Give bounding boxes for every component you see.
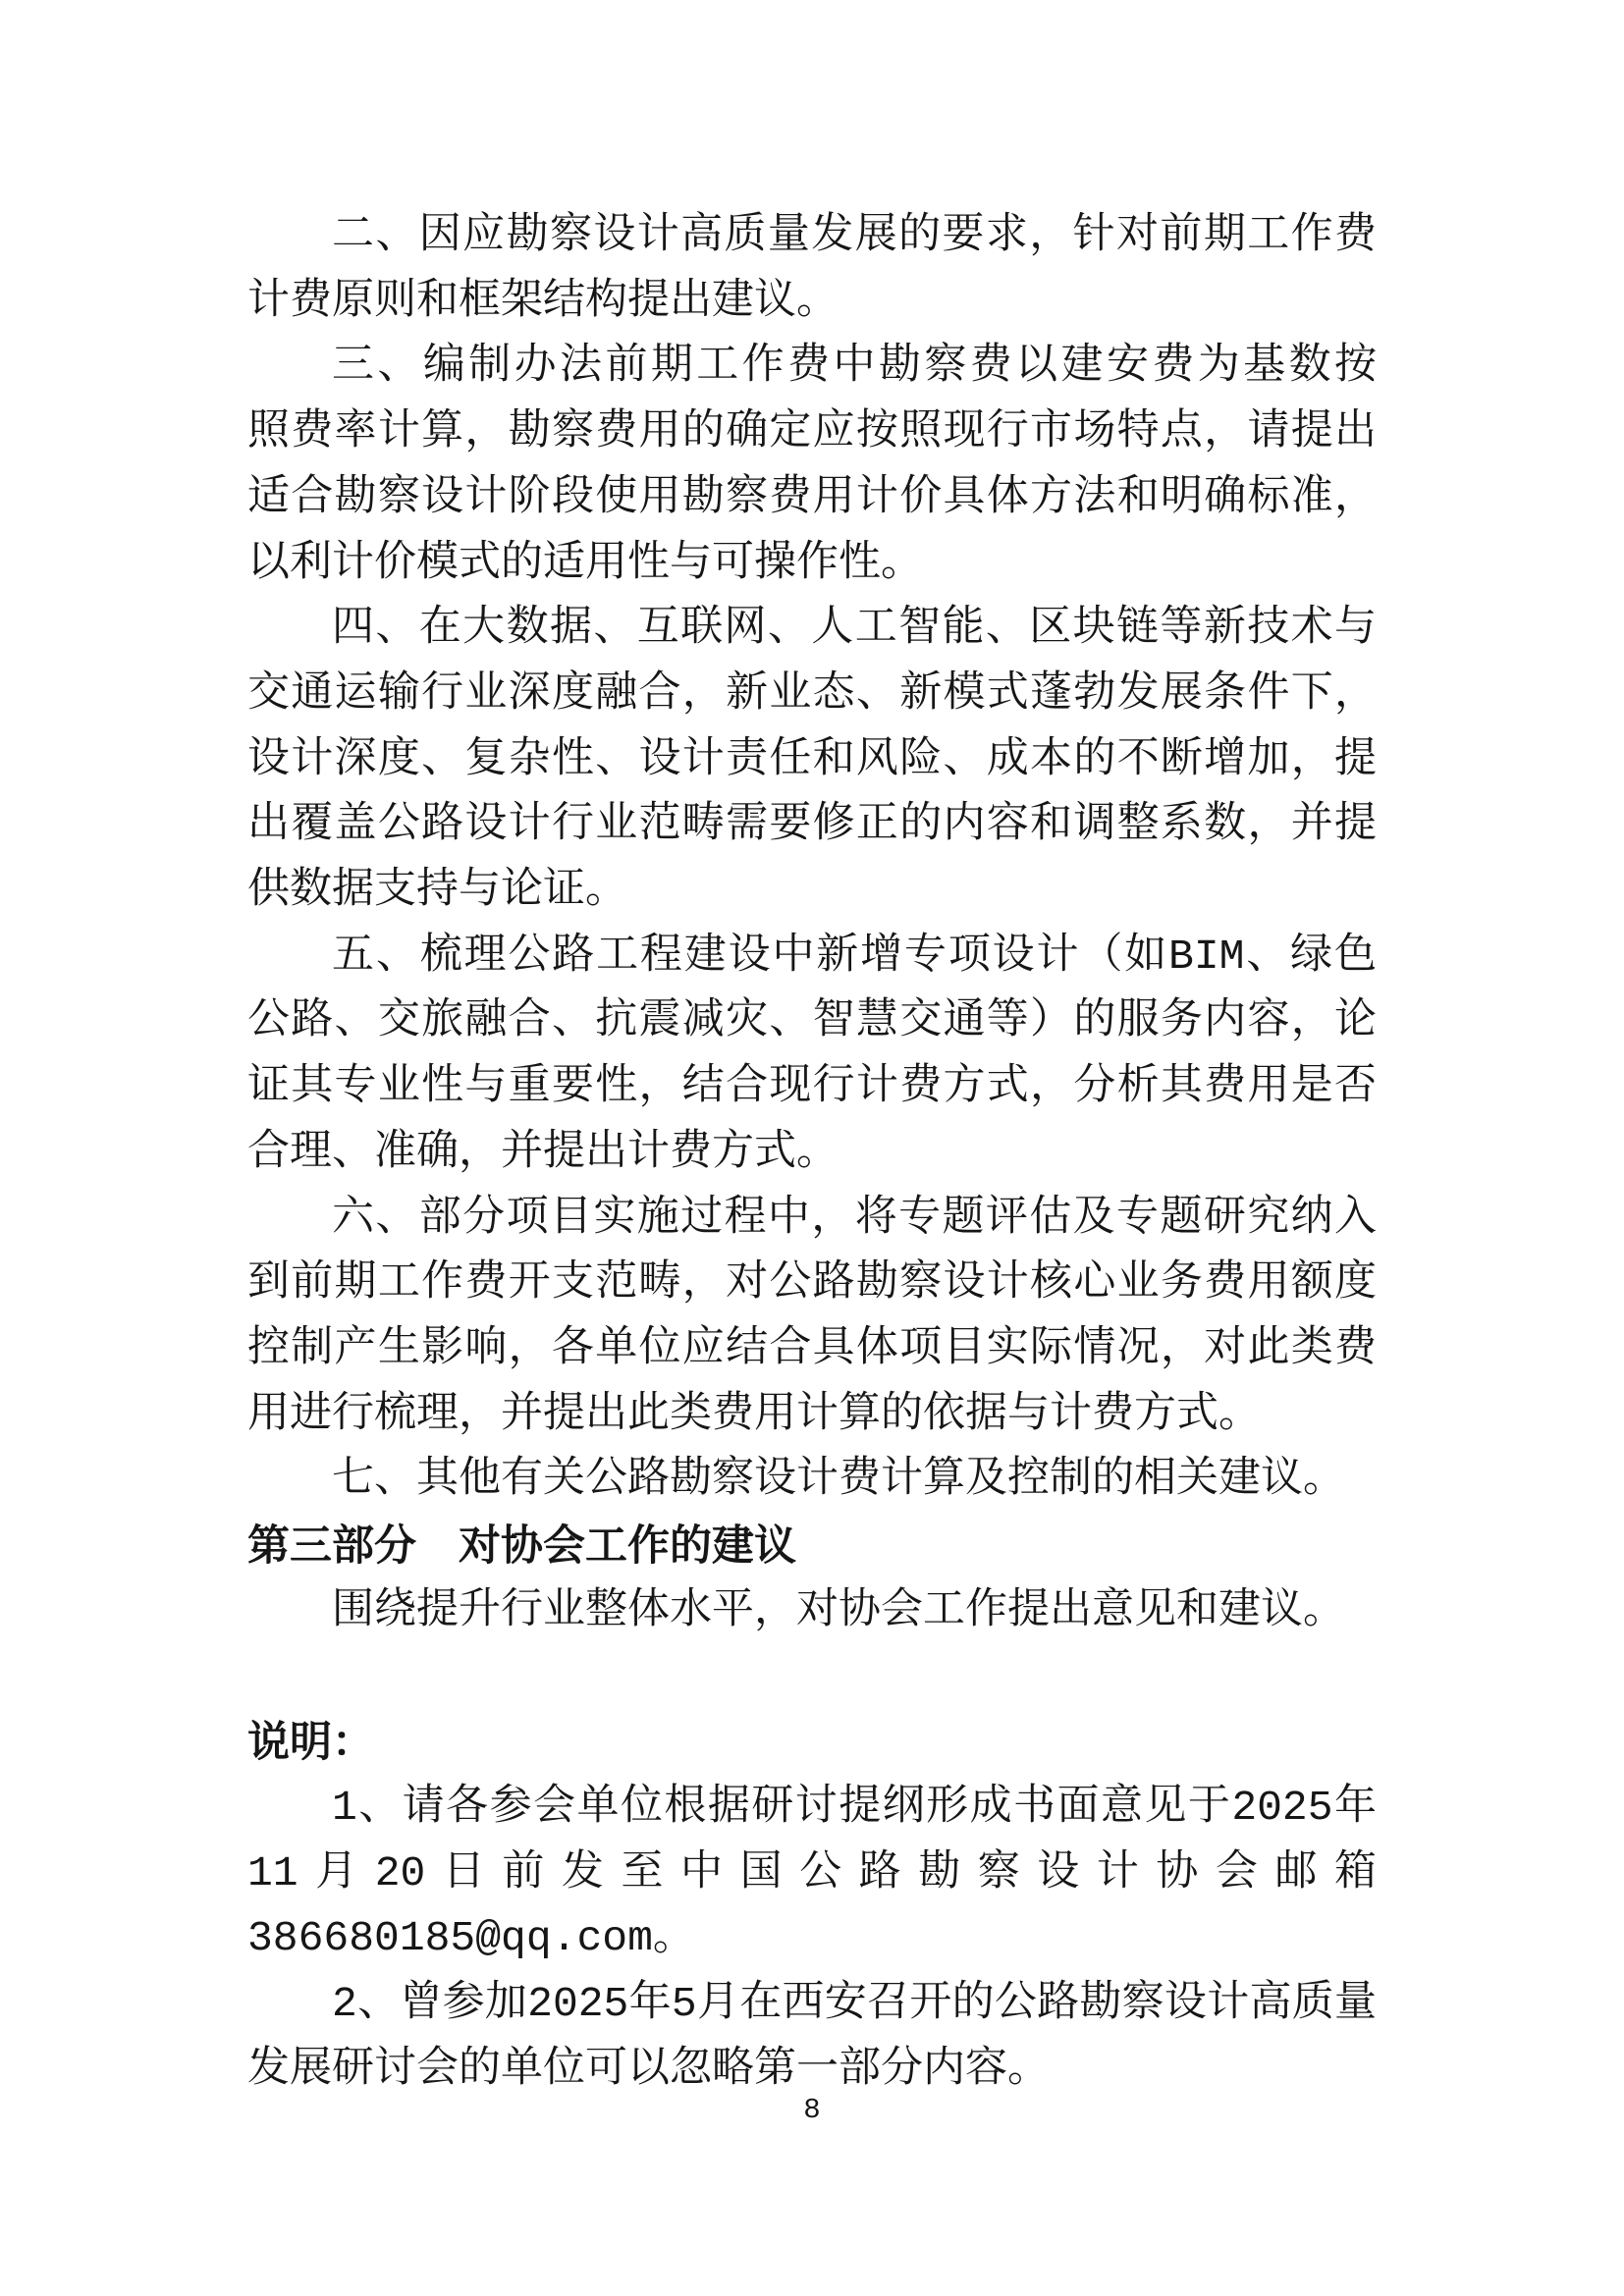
text-line: 二、因应勘察设计高质量发展的要求，针对前期工作费: [332, 212, 1377, 260]
text-line: 出覆盖公路设计行业范畴需要修正的内容和调整系数，并提: [247, 801, 1377, 850]
part3-heading: 第三部分 对协会工作的建议: [247, 1522, 796, 1571]
paragraph-item-4: [247, 597, 1377, 925]
text-line: 交通运输行业深度融合，新业态、新模式蓬勃发展条件下，: [247, 669, 1377, 719]
text-line: 到前期工作费开支范畴，对公路勘察设计核心业务费用额度: [247, 1259, 1377, 1308]
text-line: 11月20日前发至中国公路勘察设计协会邮箱: [247, 1848, 1377, 1897]
text-line: 发展研讨会的单位可以忽略第一部分内容。: [247, 2045, 1050, 2094]
text-line: 公路、交旅融合、抗震减灾、智慧交通等）的服务内容，论: [247, 997, 1377, 1046]
document-body: [247, 204, 1377, 2103]
text-line: 计费原则和框架结构提出建议。: [247, 277, 839, 326]
note-item-2: [247, 1972, 1377, 2103]
paragraph-item-5: [247, 925, 1377, 1187]
text-line: 用进行梳理，并提出此类费用计算的依据与计费方式。: [247, 1390, 1261, 1439]
text-line: 照费率计算，勘察费用的确定应按照现行市场特点，请提出: [247, 408, 1377, 457]
text-line: 证其专业性与重要性，结合现行计费方式，分析其费用是否: [247, 1063, 1377, 1112]
part3-paragraph: [247, 1579, 1377, 1645]
text-line: 合理、准确，并提出计费方式。: [247, 1128, 839, 1177]
text-line: 1、请各参会单位根据研讨提纲形成书面意见于2025年: [332, 1783, 1377, 1832]
paragraph-item-3: [247, 335, 1377, 597]
text-line: 七、其他有关公路勘察设计费计算及控制的相关建议。: [332, 1456, 1345, 1505]
text-line: 五、梳理公路工程建设中新增专项设计（如BIM、绿色: [332, 932, 1377, 981]
text-line: 三、编制办法前期工作费中勘察费以建安费为基数按: [332, 343, 1377, 392]
text-line: 六、部分项目实施过程中，将专题评估及专题研究纳入: [332, 1194, 1377, 1243]
text-line: 以利计价模式的适用性与可操作性。: [247, 539, 923, 588]
text-line: 2、曾参加2025年5月在西安召开的公路勘察设计高质量: [332, 1979, 1377, 2028]
notes-heading: 说明：: [247, 1719, 374, 1767]
note-item-1: [247, 1776, 1377, 1972]
text-line: 围绕提升行业整体水平，对协会工作提出意见和建议。: [332, 1586, 1345, 1635]
page-number: 8: [803, 2094, 821, 2126]
email-text-line: 386680185@qq.com。: [247, 1914, 695, 1963]
paragraph-item-2: [247, 204, 1377, 335]
paragraph-item-7: [247, 1448, 1377, 1514]
paragraph-item-6: [247, 1187, 1377, 1449]
text-line: 控制产生影响，各单位应结合具体项目实际情况，对此类费: [247, 1324, 1377, 1373]
text-line: 适合勘察设计阶段使用勘察费用计价具体方法和明确标准，: [247, 473, 1377, 522]
text-line: 设计深度、复杂性、设计责任和风险、成本的不断增加，提: [247, 735, 1377, 784]
text-line: 四、在大数据、互联网、人工智能、区块链等新技术与: [332, 605, 1377, 654]
text-line: 供数据支持与论证。: [247, 867, 627, 916]
